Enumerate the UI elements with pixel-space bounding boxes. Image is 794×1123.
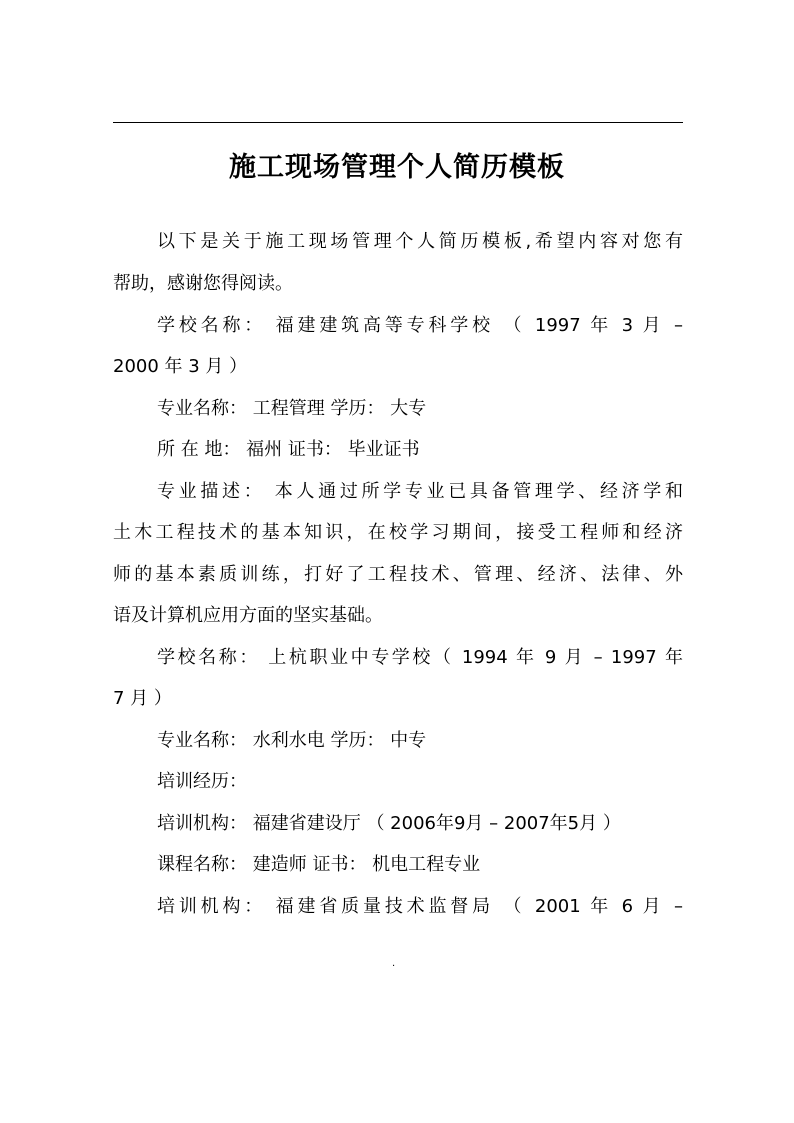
- intro-line-2: 帮助，感谢您得阅读。: [113, 273, 293, 294]
- training-2-line: 培训机构： 福建省质量技术监督局 （ 2001 年 6 月 –: [157, 896, 683, 917]
- major-1-line: 专业名称： 工程管理 学历： 大专: [157, 398, 427, 419]
- school-2-line-1: 学校名称： 上杭职业中专学校（ 1994 年 9 月 – 1997 年: [157, 647, 683, 668]
- training-heading: 培训经历：: [157, 771, 247, 792]
- description-line-2: 土木工程技术的基本知识，在校学习期间，接受工程师和经济: [113, 522, 683, 543]
- school-2-line-2: 7 月 ）: [113, 688, 172, 709]
- intro-line-1: 以下是关于施工现场管理个人简历模板,希望内容对您有: [157, 231, 683, 252]
- description-line-4: 语及计算机应用方面的坚实基础。: [113, 605, 383, 626]
- header-rule: [113, 122, 683, 123]
- major-2-line: 专业名称： 水利水电 学历： 中专: [157, 730, 427, 751]
- description-line-3: 师的基本素质训练，打好了工程技术、管理、经济、法律、外: [113, 564, 683, 585]
- training-1-line: 培训机构： 福建省建设厅 （ 2006年9月 – 2007年5月 ）: [157, 813, 621, 834]
- school-1-line-2: 2000 年 3 月 ）: [113, 356, 248, 377]
- school-1-line-1: 学校名称： 福建建筑高等专科学校 （ 1997 年 3 月 –: [157, 315, 683, 336]
- location-line: 所 在 地： 福州 证书： 毕业证书: [157, 439, 420, 460]
- description-line-1: 专业描述： 本人通过所学专业已具备管理学、经济学和: [157, 481, 683, 502]
- course-line: 课程名称： 建造师 证书： 机电工程专业: [157, 854, 481, 875]
- page-footer-mark: .: [392, 958, 396, 969]
- document-title: 施工现场管理个人简历模板: [229, 152, 565, 183]
